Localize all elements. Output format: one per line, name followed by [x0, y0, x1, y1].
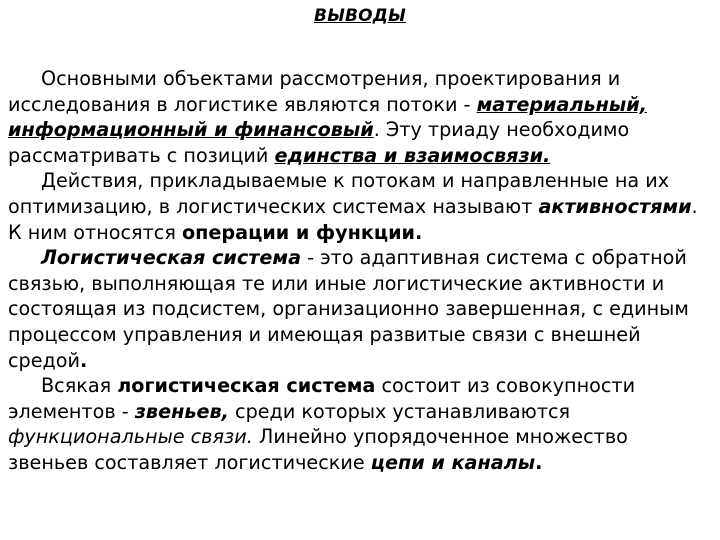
- text-run: - это адаптивная система с обратной связью, выполняющая те или иные логистические активности и состоящая из подсистем, организационно завершенная, с единым процессом управления и имеющая развитые связи с внешней средой: [8, 246, 689, 372]
- text-run: . К ним относятся: [8, 194, 698, 244]
- text-run: .: [414, 220, 423, 244]
- text-run: среди которых устанавливаются: [228, 399, 571, 423]
- emphasis-unity: единства и взаимосвязи.: [274, 143, 551, 167]
- text-run: .: [535, 450, 543, 474]
- text-run: . Эту триаду необходимо рассматривать с позиций: [8, 118, 630, 167]
- text-run: Действия, прикладываемые к потокам и направленные на их оптимизацию, в логистических системах называют: [8, 169, 670, 218]
- slide-body: [8, 66, 714, 476]
- emphasis-links: звеньев,: [134, 399, 229, 423]
- emphasis-logistic-system-2: логистическая система: [117, 374, 376, 398]
- emphasis-functional-links: функциональные связи.: [8, 425, 253, 449]
- emphasis-flow-types: материальный, информационный и финансовый: [8, 92, 647, 142]
- text-run: Всякая: [41, 374, 118, 398]
- paragraph-activities: [8, 168, 714, 245]
- emphasis-operations: операции и функции: [181, 220, 415, 244]
- slide-title: ВЫВОДЫ: [314, 6, 406, 26]
- paragraph-flows: [8, 66, 714, 168]
- text-run: Основными объектами рассмотрения, проектирования и исследования в логистике являются потоки -: [8, 67, 621, 116]
- text-run: .: [80, 348, 88, 372]
- text-run: состоит из совокупности элементов -: [8, 374, 636, 423]
- text-run: Линейно упорядоченное множество звеньев составляет логистические: [8, 425, 628, 474]
- emphasis-chains-channels: цепи и каналы: [370, 450, 536, 474]
- emphasis-activities: активностями: [538, 194, 692, 218]
- paragraph-links: [8, 373, 714, 475]
- emphasis-logistic-system: Логистическая система: [41, 246, 302, 270]
- paragraph-logistic-system: [8, 245, 714, 373]
